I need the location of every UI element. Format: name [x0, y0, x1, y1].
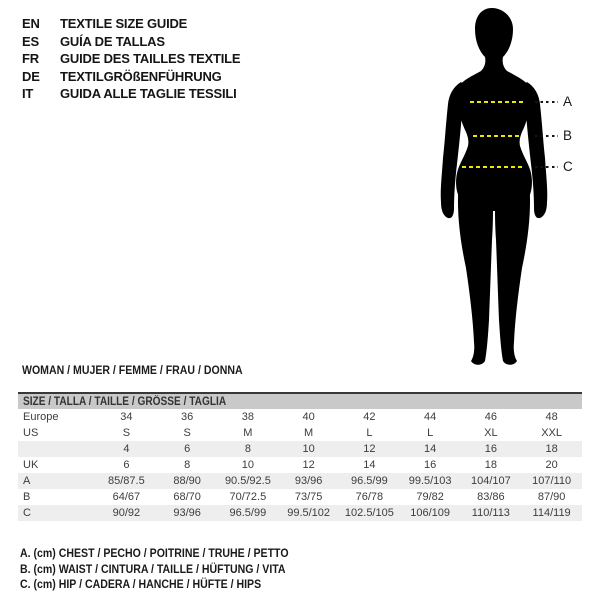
size-table — [18, 392, 582, 521]
legend-line-text: C. (cm) HIP / CADERA / HANCHE / HÜFTE / HIPS — [20, 577, 262, 592]
section-title — [22, 363, 273, 377]
size-cell: 36 — [181, 411, 194, 423]
size-cell: 16 — [424, 459, 437, 471]
size-cell: 110/113 — [461, 505, 522, 521]
size-cell: S — [122, 427, 131, 439]
row-label: UK — [23, 459, 39, 471]
size-cell: 85/87.5 — [96, 473, 157, 489]
legend-line — [20, 546, 325, 562]
section-title-text: WOMAN / MUJER / FEMME / FRAU / DONNA — [22, 363, 243, 377]
size-cell: 64/67 — [112, 491, 141, 503]
size-cell: 104/107 — [461, 473, 522, 489]
size-cell: 10 — [278, 441, 339, 457]
size-cell: 93/96 — [278, 473, 339, 489]
size-cell: 4 — [96, 441, 157, 457]
marker-label-b: B — [563, 128, 573, 143]
size-cell: 14 — [400, 441, 461, 457]
size-cell: 38 — [241, 411, 254, 423]
size-cell: 102.5/105 — [339, 505, 400, 521]
table-header-row — [18, 393, 582, 409]
size-cell: 79/82 — [416, 491, 444, 503]
marker-label-c: C — [563, 159, 573, 174]
size-cell: 20 — [545, 459, 558, 471]
language-code: IT — [22, 86, 34, 102]
size-table-body — [18, 409, 582, 521]
size-cell: 10 — [241, 459, 254, 471]
row-label: Europe — [23, 411, 59, 423]
size-cell: 107/110 — [521, 473, 582, 489]
table-row — [18, 505, 582, 521]
size-cell: 88/90 — [157, 473, 218, 489]
hip-leader-line — [535, 166, 558, 168]
table-row — [18, 409, 582, 425]
size-cell: M — [243, 427, 253, 439]
size-cell: L — [427, 427, 434, 439]
table-row — [18, 441, 582, 457]
size-cell: 83/86 — [477, 491, 505, 503]
size-cell: 8 — [218, 441, 279, 457]
size-cell: XL — [484, 427, 498, 439]
marker-label-a: A — [563, 94, 573, 109]
legend-line-text: B. (cm) WAIST / CINTURA / TAILLE / HÜFTUNG / VITA — [20, 561, 286, 576]
size-cell: 12 — [339, 441, 400, 457]
table-row — [18, 425, 582, 441]
size-cell: 6 — [157, 441, 218, 457]
size-cell: 70/72.5 — [229, 491, 267, 503]
language-label: GUÍA DE TALLAS — [60, 33, 165, 49]
size-cell: 42 — [363, 411, 376, 423]
row-label: A — [18, 473, 96, 489]
hip-measure-line — [462, 166, 523, 168]
table-header-text: SIZE / TALLA / TAILLE / GRÖSSE / TAGLIA — [23, 395, 227, 408]
size-cell: 18 — [484, 459, 497, 471]
table-row — [18, 473, 582, 489]
language-label: GUIDA ALLE TAGLIE TESSILI — [60, 86, 237, 102]
size-cell: 48 — [545, 411, 558, 423]
size-cell: 12 — [302, 459, 315, 471]
size-cell: 87/90 — [537, 491, 566, 503]
size-cell: 99.5/102 — [278, 505, 339, 521]
size-cell: 16 — [461, 441, 522, 457]
size-cell: 114/119 — [521, 505, 582, 521]
language-label: TEXTILE SIZE GUIDE — [60, 16, 188, 31]
size-cell: 99.5/103 — [400, 473, 461, 489]
size-cell: 76/78 — [355, 491, 384, 503]
language-label: GUIDE DES TAILLES TEXTILE — [60, 51, 241, 67]
row-label: US — [23, 427, 39, 439]
row-label — [18, 441, 96, 457]
size-cell: 96.5/99 — [218, 505, 279, 521]
language-code: ES — [22, 33, 39, 49]
size-cell: 106/109 — [400, 505, 461, 521]
chest-leader-line — [535, 101, 558, 103]
size-cell: 8 — [184, 459, 191, 471]
row-label: B — [23, 491, 31, 503]
language-label: TEXTILGRÖßENFÜHRUNG — [60, 68, 222, 84]
size-cell: 90.5/92.5 — [218, 473, 279, 489]
size-cell: 14 — [363, 459, 376, 471]
size-cell: L — [366, 427, 373, 439]
measure-legend — [20, 546, 325, 593]
size-cell: 6 — [123, 459, 130, 471]
size-cell: 44 — [424, 411, 437, 423]
size-cell: S — [183, 427, 191, 439]
chest-measure-line — [470, 101, 524, 103]
size-cell: 68/70 — [173, 491, 201, 503]
language-code: EN — [22, 16, 40, 31]
size-cell: XXL — [541, 427, 563, 439]
language-code: DE — [22, 68, 40, 84]
table-row — [18, 457, 582, 473]
size-cell: 18 — [521, 441, 582, 457]
table-row — [18, 489, 582, 505]
legend-line — [20, 562, 325, 578]
size-cell: 93/96 — [157, 505, 218, 521]
legend-line — [20, 577, 325, 593]
waist-leader-line — [535, 135, 558, 137]
size-cell: M — [304, 427, 314, 439]
legend-line-text: A. (cm) CHEST / PECHO / POITRINE / TRUHE / PETTO — [20, 546, 289, 560]
row-label: C — [18, 505, 96, 521]
size-cell: 34 — [120, 411, 133, 423]
table-header — [18, 393, 582, 409]
size-cell: 40 — [302, 411, 315, 423]
size-cell: 46 — [484, 411, 497, 423]
language-code: FR — [22, 51, 39, 67]
size-cell: 96.5/99 — [339, 473, 400, 489]
waist-measure-line — [473, 135, 520, 137]
size-cell: 73/75 — [294, 491, 323, 503]
size-cell: 90/92 — [96, 505, 157, 521]
